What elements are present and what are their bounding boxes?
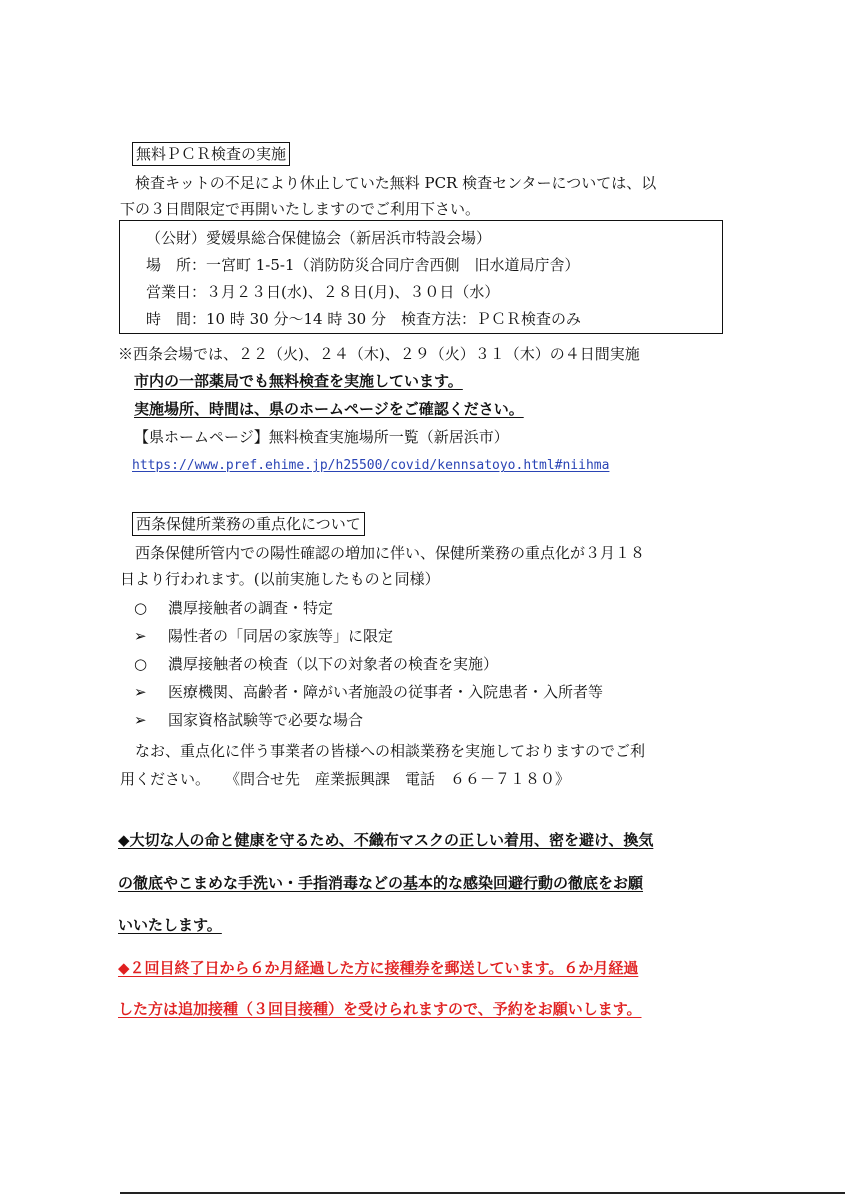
pcr-center-place: 場 所：一宮町 1-5-1（消防防災合同庁舎西側 旧水道局庁舎） xyxy=(146,256,580,274)
circle-bullet-icon: ○ xyxy=(134,599,148,617)
consultation-line-2: 用ください。 《問合せ先 産業振興課 電話 ６６－７１８０》 xyxy=(120,770,571,788)
pcr-center-hours: 時 間：10 時 30 分～14 時 30 分 検査方法：ＰＣＲ検査のみ xyxy=(146,310,581,328)
pharmacy-free-test-notice: 市内の一部薬局でも無料検査を実施しています。 xyxy=(134,372,463,390)
booster-vaccination-notice-line-2: した方は追加接種（３回目接種）を受けられますので、予約をお願いします。 xyxy=(118,1000,642,1018)
list-item: ○ 濃厚接触者の調査・特定 xyxy=(134,599,334,617)
list-item: ○ 濃厚接触者の検査（以下の対象者の検査を実施） xyxy=(134,655,499,673)
arrow-bullet-icon: ➢ xyxy=(134,711,147,729)
circle-bullet-icon: ○ xyxy=(134,655,148,673)
infection-prevention-notice-line-1: ◆大切な人の命と健康を守るため、不織布マスクの正しい着用、密を避け、換気 xyxy=(118,831,654,849)
pcr-center-organization: （公財）愛媛県総合保健協会（新居浜市特設会場） xyxy=(146,229,492,247)
section-title-saijo-health-center: 西条保健所業務の重点化について xyxy=(132,512,365,536)
free-pcr-intro-line-1: 検査キットの不足により休止していた無料 PCR 検査センターについては、以 xyxy=(120,174,657,192)
section-title-free-pcr: 無料ＰＣＲ検査の実施 xyxy=(132,142,290,166)
prefecture-homepage-label: 【県ホームページ】無料検査実施場所一覧（新居浜市） xyxy=(134,428,509,446)
consultation-line-1: なお、重点化に伴う事業者の皆様への相談業務を実施しておりますのでご利 xyxy=(120,742,646,760)
arrow-bullet-icon: ➢ xyxy=(134,627,147,645)
health-center-intro-line-2: 日より行われます。(以前実施したものと同様） xyxy=(120,570,440,588)
booster-vaccination-notice-line-1: ◆２回目終了日から６か月経過した方に接種券を郵送しています。６か月経過 xyxy=(118,959,639,977)
pharmacy-check-homepage-notice: 実施場所、時間は、県のホームページをご確認ください。 xyxy=(134,400,524,418)
saijo-venue-note: ※西条会場では、２２（火)、２４（木)、２９（火）３１（木）の４日間実施 xyxy=(118,345,640,363)
arrow-bullet-icon: ➢ xyxy=(134,683,147,701)
health-center-intro-line-1: 西条保健所管内での陽性確認の増加に伴い、保健所業務の重点化が３月１８ xyxy=(120,544,646,562)
pcr-center-days: 営業日：３月２３日(水)、２８日(月)、３０日（水） xyxy=(146,283,500,301)
prefecture-homepage-link[interactable]: https://www.pref.ehime.jp/h25500/covid/kennsatoyo.html#niihma xyxy=(132,458,610,473)
list-item: ➢ 国家資格試験等で必要な場合 xyxy=(134,711,364,729)
free-pcr-intro-line-2: 下の３日間限定で再開いたしますのでご利用下さい。 xyxy=(120,200,481,218)
list-item: ➢ 医療機関、高齢者・障がい者施設の従事者・入院患者・入所者等 xyxy=(134,683,604,701)
infection-prevention-notice-line-3: いいたします。 xyxy=(118,916,222,934)
list-item: ➢ 陽性者の「同居の家族等」に限定 xyxy=(134,627,394,645)
page-bottom-rule xyxy=(120,1192,845,1194)
infection-prevention-notice-line-2: の徹底やこまめな手洗い・手指消毒などの基本的な感染回避行動の徹底をお願 xyxy=(118,874,644,892)
pcr-center-info-box xyxy=(119,220,723,334)
